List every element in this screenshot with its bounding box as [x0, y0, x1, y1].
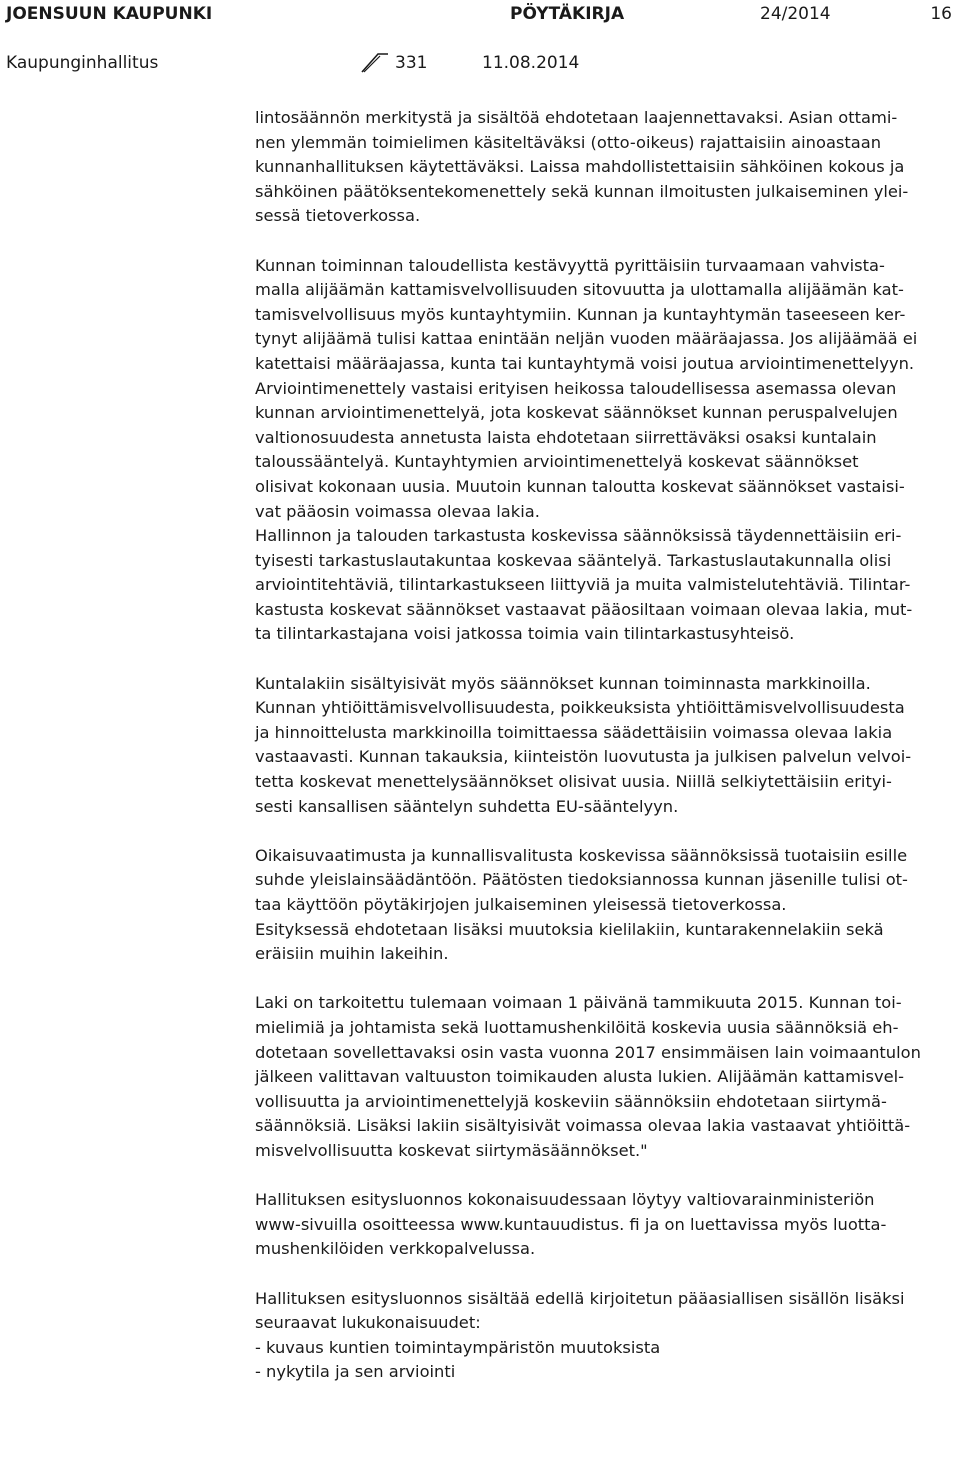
paragraph: Kunnan toiminnan taloudellista kestävyyttä pyrittäisiin turvaamaan vahvista- malla alijäämän kattamisvelvollisuuden sitovuutta ja ulottamalla alijäämän kat- tamisvelvollisuus myös kuntayhtymiin. Kunnan ja kuntayhtymän taseeseen ker- tynyt alijäämä tulisi kattaa enintään neljän vuoden määräajassa. Jos alijäämää ei katettaisi määräajassa, kunta tai kuntayhtymä voisi joutua arviointimenettelyyn. Arviointimenettely vastaisi erityisen heikossa taloudellisessa asemassa olevan kunnan arviointimenettelyä, jota koskevat säännökset kunnan peruspalvelujen valtionosuudesta annetusta laista ehdotetaan siirrettäväksi osaksi kuntalain taloussääntelyä. Kuntayhtymien arviointimenettelyä koskevat säännökset olisivat kokonaan uusia. Muutoin kunnan taloutta koskevat säännökset vastaisi- vat pääosin voimassa olevaa lakia. Hallinnon ja talouden tarkastusta koskevissa säännöksissä täydennettäisiin eri- tyisesti tarkastuslautakuntaa koskevaa sääntelyä. Tarkastuslautakunnalla olisi arviointitehtäviä, tilintarkastukseen liittyviä ja muita valmistelutehtäviä. Tilintar- kastusta koskevat säännökset vastaavat pääosiltaan voimaan olevaa lakia, mut- ta tilintarkastajana voisi jatkossa toimia vain tilintarkastusyhteisö. [255, 255, 918, 644]
meeting-date: 11.08.2014 [482, 53, 580, 73]
paragraph: Laki on tarkoitettu tulemaan voimaan 1 päivänä tammikuuta 2015. Kunnan toi- mielimiä ja johtamista sekä luottamushenkilöitä koskevia uusia säännöksiä eh- dotetaan sovellettavaksi osin vasta vuonna 2017 ensimmäisen lain voimaantulon jälkeen valittavan valtuuston toimikauden alusta lukien. Alijäämän kattamisvel- vollisuutta ja arviointimenettelyjä koskeviin säännöksiin ehdotetaan siirtymä- säännöksiä. Lisäksi lakiin sisältyisivät voimassa olevaa lakia vastaavat yhtiöittä- misvelvollisuutta koskevat siirtymäsäännökset." [255, 993, 921, 1160]
section-sign-icon [360, 52, 390, 74]
document-header-bottom [0, 50, 960, 76]
document-number: 24/2014 [760, 4, 831, 24]
paragraph: Hallituksen esitysluonnos kokonaisuudessaan löytyy valtiovarainministeriön www-sivuilla osoitteessa www.kuntauudistus. fi ja on luettavissa myös luotta- mushenkilöiden verkkopalvelussa. [255, 1190, 887, 1259]
section-number: 331 [395, 53, 428, 73]
paragraph: Hallituksen esitysluonnos sisältää edellä kirjoitetun pääasiallisen sisällön lisäksi seuraavat lukukonaisuudet: - kuvaus kuntien toimintaympäristön muutoksista - nykytila ja sen arviointi [255, 1288, 905, 1382]
document-type: PÖYTÄKIRJA [510, 4, 625, 24]
paragraph: Kuntalakiin sisältyisivät myös säännökset kunnan toiminnasta markkinoilla. Kunnan yhtiöittämisvelvollisuudesta, poikkeuksista yhtiöittämisvelvollisuudesta ja hinnoittelusta markkinoilla toimittaessa säädettäisiin voimassa olevaa lakia vastaavasti. Kunnan takauksia, kiinteistön luovutusta ja julkisen palvelun velvoi- tetta koskevat menettelysäännökset olisivat uusia. Niillä selkiytettäisiin erityi- sesti kansallisen sääntelyn suhdetta EU-sääntelyyn. [255, 673, 912, 816]
document-body [255, 106, 960, 1385]
page-number: 16 [930, 4, 952, 24]
municipality-name: JOENSUUN KAUPUNKI [6, 4, 213, 24]
paragraph: Oikaisuvaatimusta ja kunnallisvalitusta koskevissa säännöksissä tuotaisiin esille suhde yleislainsäädäntöön. Päätösten tiedoksiannossa kunnan jäsenille tulisi ot- taa käyttöön pöytäkirjojen julkaiseminen yleisessä tietoverkossa. Esityksessä ehdotetaan lisäksi muutoksia kielilakiin, kuntarakennelakiin sekä eräisiin muihin lakeihin. [255, 845, 908, 964]
governing-body: Kaupunginhallitus [6, 53, 159, 73]
paragraph: lintosäännön merkitystä ja sisältöä ehdotetaan laajennettavaksi. Asian ottami- nen ylemmän toimielimen käsiteltäväksi (otto-oikeus) rajattaisiin ainoastaan kunnanhallituksen käytettäväksi. Laissa mahdollistettaisiin sähköinen kokous ja sähköinen päätöksentekomenettely sekä kunnan ilmoitusten julkaiseminen ylei- sessä tietoverkossa. [255, 108, 909, 226]
document-header-top [0, 1, 960, 27]
